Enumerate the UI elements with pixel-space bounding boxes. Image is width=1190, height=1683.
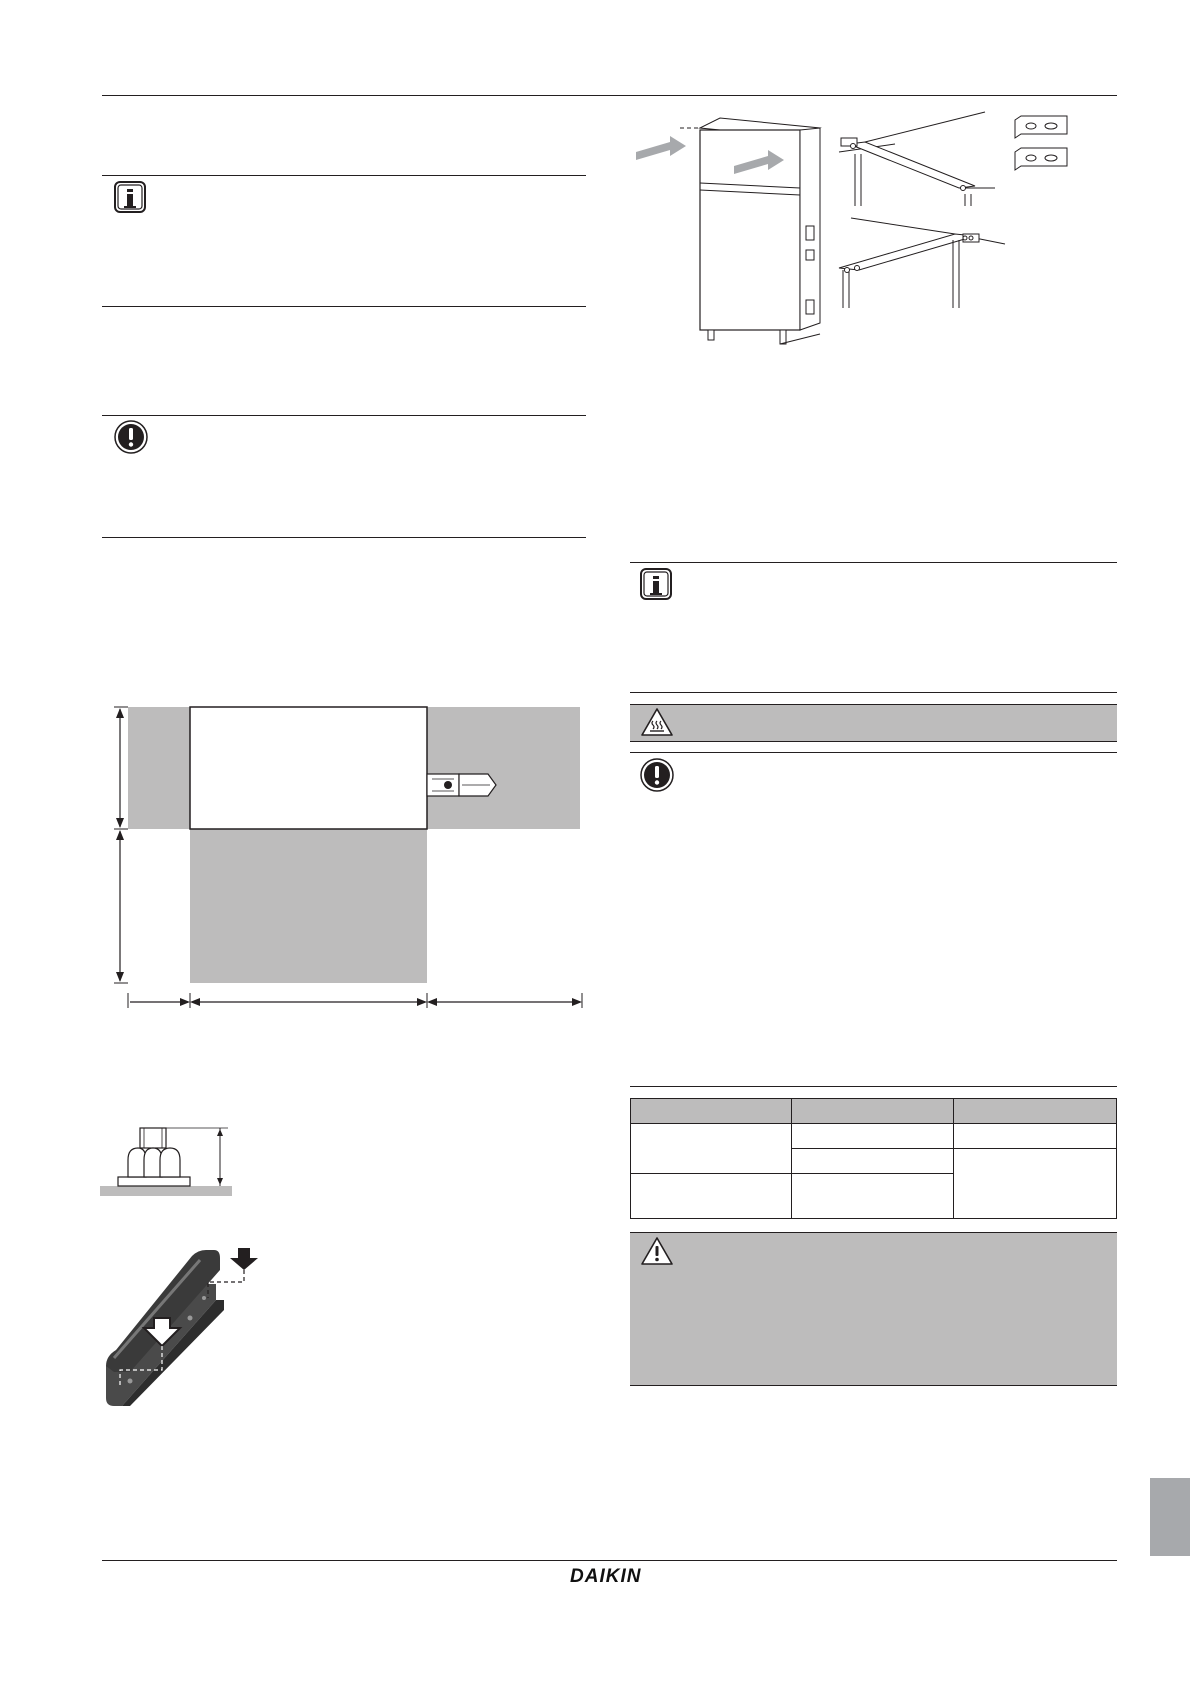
service-space-diagram [100,700,590,1020]
table-cell [631,1174,792,1219]
note-bottom-rule [630,692,1117,693]
channel-rail-diagram [100,1238,270,1408]
unit-installation-illustration [630,108,830,348]
warning-triangle-icon [640,1236,674,1266]
bracket-illustration [835,108,1075,308]
note-bottom-rule [102,306,586,307]
note-bottom-rule [630,1086,1117,1087]
table-cell [792,1124,954,1149]
warning-panel [630,1232,1117,1386]
chapter-side-tab [1150,1478,1190,1556]
note-top-rule [630,752,1117,753]
note-bottom-rule [102,537,586,538]
table-row [631,1124,1117,1149]
table-cell [792,1149,954,1174]
table-header-cell [792,1099,954,1124]
info-icon [114,181,146,213]
note-top-rule [102,175,586,176]
table-header-cell [954,1099,1117,1124]
hot-surface-warning-icon [640,707,674,737]
footer-rule [102,1560,1117,1561]
header-rule [102,95,1117,96]
daikin-logo [566,1566,666,1590]
note-top-rule [630,562,1117,563]
note-top-rule [102,415,586,416]
info-icon [640,568,672,600]
table-cell [954,1124,1117,1149]
table-header-cell [631,1099,792,1124]
anchor-bolt-diagram [100,1118,240,1198]
table-cell [954,1149,1117,1219]
exclamation-icon [640,758,674,792]
table-cell [631,1124,792,1174]
table-header-row [631,1099,1117,1124]
spec-table [630,1098,1117,1219]
exclamation-icon [114,420,148,454]
hot-surface-caution-bar [630,704,1117,742]
table-cell [792,1174,954,1219]
brand-name: DAIKIN [570,1566,642,1587]
